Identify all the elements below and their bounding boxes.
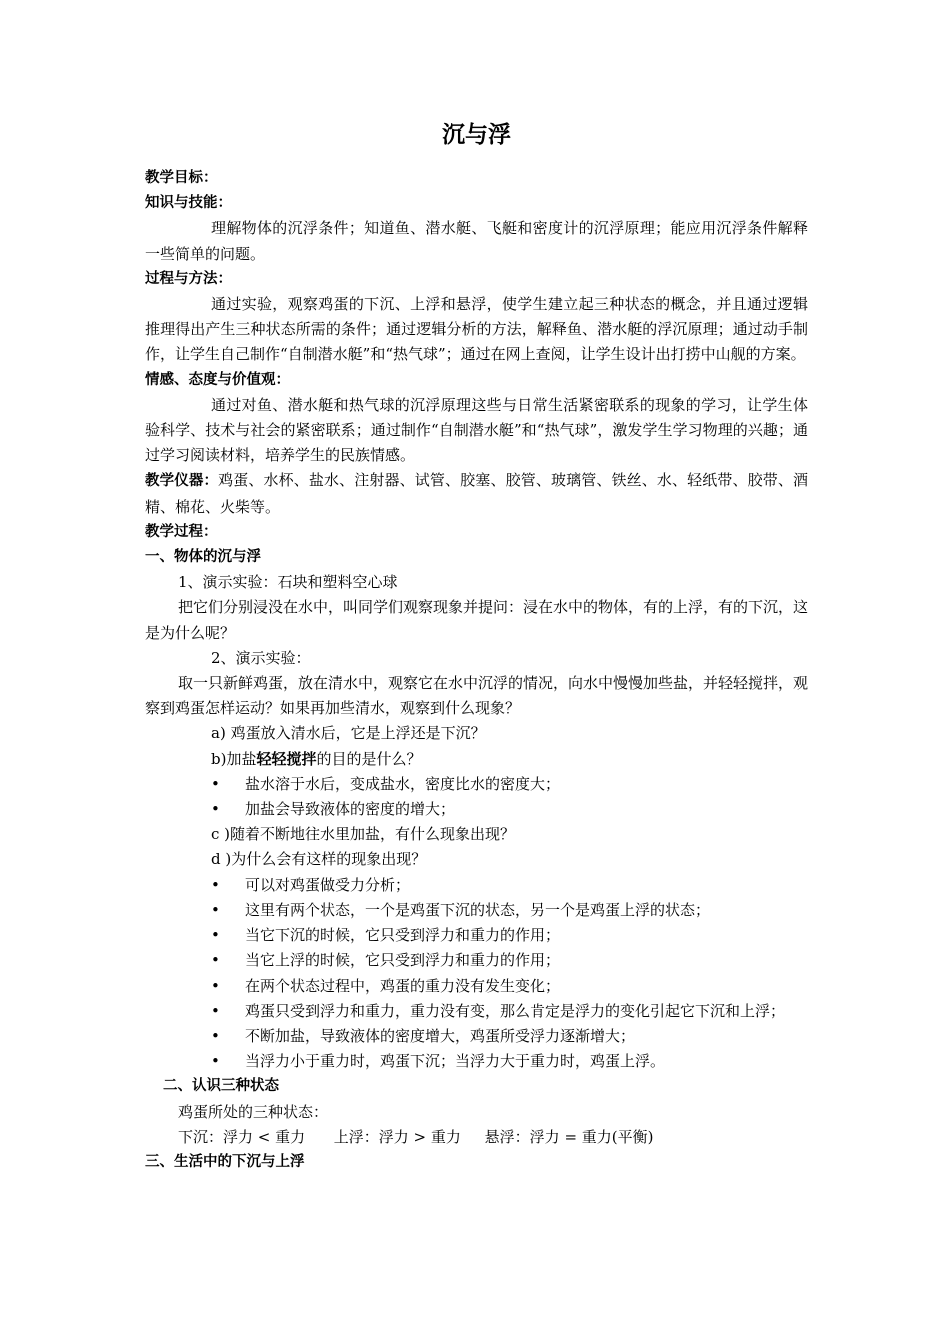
question-b <box>145 747 808 772</box>
bullet-icon: • <box>211 774 220 793</box>
d-bullet-item <box>145 1024 808 1049</box>
section3-heading: 三、生活中的下沉与上浮 <box>145 1153 305 1170</box>
bullet-icon: • <box>211 900 220 919</box>
demo2-label: 2、演示实验： <box>211 648 311 667</box>
demo1-text: 把它们分别浸没在水中，叫同学们观察现象并提问：浸在水中的物体，有的上浮，有的下沉，这是为什么呢？ <box>145 598 809 642</box>
section1-heading: 一、物体的沉与浮 <box>145 549 261 566</box>
d-bullet-item <box>145 898 808 923</box>
page-title: 沉与浮 <box>442 122 511 148</box>
question-a: a) 鸡蛋放入清水后，它是上浮还是下沉？ <box>211 724 486 743</box>
process-method-heading: 过程与方法： <box>145 270 232 287</box>
bullet-icon: • <box>211 926 220 945</box>
bullet-icon: • <box>211 976 220 995</box>
bullet-icon: • <box>211 875 220 894</box>
knowledge-heading: 知识与技能： <box>145 195 232 212</box>
instruments-paragraph <box>145 468 808 519</box>
bullet-icon: • <box>211 1026 220 1045</box>
d-bullet-item <box>145 948 808 973</box>
states-row <box>145 1125 808 1150</box>
knowledge-text: 理解物体的沉浮条件；知道鱼、潜水艇、飞艇和密度计的沉浮原理；能应用沉浮条件解释一些简单的问题。 <box>145 219 808 263</box>
bullet-icon: • <box>211 951 220 970</box>
bullet-text: 鸡蛋只受到浮力和重力，重力没有变，那么肯定是浮力的变化引起它下沉和上浮； <box>245 1001 786 1020</box>
section2-heading: 二、认识三种状态 <box>163 1078 279 1095</box>
emotion-text: 通过对鱼、潜水艇和热气球的沉浮原理这些与日常生活紧密联系的现象的学习，让学生体验科学、技术与社会的紧密联系；通过制作“自制潜水艇”和“热气球”，激发学生学习物理的兴趣；通过学习阅读材料，培养学生的民族情感。 <box>145 395 808 465</box>
objectives-heading: 教学目标： <box>145 170 218 186</box>
process-heading: 教学过程： <box>145 523 218 540</box>
bullet-text: 在两个状态过程中，鸡蛋的重力没有发生变化； <box>245 976 561 995</box>
question-c: c )随着不断地往水里加盐，有什么现象出现？ <box>211 825 516 844</box>
bullet-text: 当它下沉的时候，它只受到浮力和重力的作用； <box>245 926 561 945</box>
question-d: d )为什么会有这样的现象出现？ <box>211 850 427 869</box>
instruments-text: 鸡蛋、水杯、盐水、注射器、试管、胶塞、胶管、玻璃管、铁丝、水、轻纸带、胶带、酒精、棉花、火柴等。 <box>145 471 808 516</box>
emotion-heading: 情感、态度与价值观： <box>145 371 290 388</box>
question-b-bold: 轻轻搅拌 <box>256 749 317 768</box>
demo1-label: 1、演示实验：石块和塑料空心球 <box>178 573 398 592</box>
process-method-text: 通过实验，观察鸡蛋的下沉、上浮和悬浮，使学生建立起三种状态的概念，并且通过逻辑推理得出产生三种状态所需的条件；通过逻辑分析的方法，解释鱼、潜水艇的浮沉原理；通过动手制作，让学生自己制作“自制潜水艇”和“热气球”；通过在网上查阅，让学生设计出打捞中山舰的方案。 <box>145 295 808 364</box>
instruments-heading: 教学仪器： <box>145 473 219 490</box>
bullet-text: 盐水溶于水后，变成盐水，密度比水的密度大； <box>245 774 561 793</box>
d-bullet-item <box>145 923 808 948</box>
question-b-suffix: 的目的是什么？ <box>316 749 422 768</box>
d-bullet-item <box>145 999 808 1024</box>
state-rise: 上浮：浮力 > 重力 <box>333 1127 461 1146</box>
state-suspend: 悬浮：浮力 = 重力(平衡) <box>484 1127 654 1146</box>
demo2-text: 取一只新鲜鸡蛋，放在清水中，观察它在水中沉浮的情况，向水中慢慢加些盐，并轻轻搅拌，观察到鸡蛋怎样运动？如果再加些清水，观察到什么现象？ <box>145 674 809 718</box>
bullet-text: 当浮力小于重力时，鸡蛋下沉；当浮力大于重力时，鸡蛋上浮。 <box>245 1052 666 1071</box>
bullet-text: 这里有两个状态，一个是鸡蛋下沉的状态，另一个是鸡蛋上浮的状态； <box>245 900 711 919</box>
d-bullet-item <box>145 974 808 999</box>
bullet-text: 可以对鸡蛋做受力分析； <box>245 875 411 894</box>
bullet-icon: • <box>211 800 220 819</box>
b-bullet-item <box>145 772 808 797</box>
bullet-text: 加盐会导致液体的密度的增大； <box>245 800 456 819</box>
bullet-icon: • <box>211 1001 220 1020</box>
bullet-text: 当它上浮的时候，它只受到浮力和重力的作用； <box>245 951 561 970</box>
d-bullet-item <box>145 1049 808 1074</box>
d-bullet-item <box>145 873 808 898</box>
bullet-icon: • <box>211 1052 220 1071</box>
state-sink: 下沉：浮力 < 重力 <box>178 1127 306 1146</box>
b-bullet-item <box>145 797 808 822</box>
bullet-text: 不断加盐，导致液体的密度增大，鸡蛋所受浮力逐渐增大； <box>245 1026 636 1045</box>
section2-intro: 鸡蛋所处的三种状态： <box>178 1102 329 1121</box>
question-b-prefix: b)加盐 <box>211 749 257 768</box>
document-page <box>145 112 808 1175</box>
